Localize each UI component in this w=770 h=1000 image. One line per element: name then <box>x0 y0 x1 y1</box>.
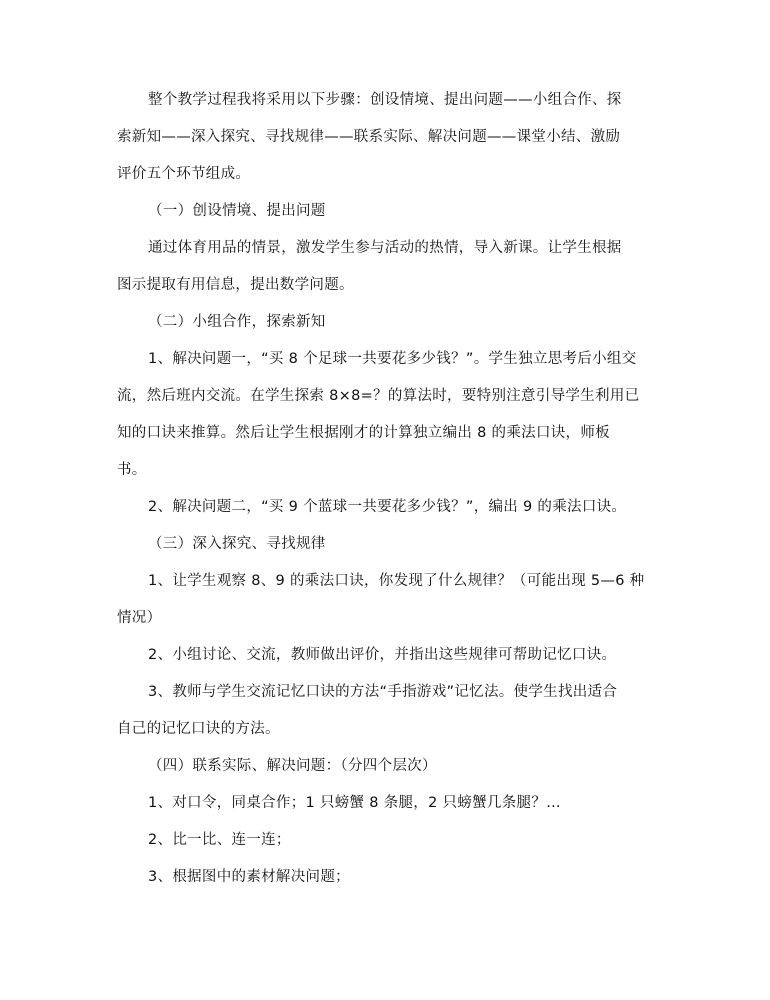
section-heading-4: （四）联系实际、解决问题：（分四个层次） <box>148 758 437 774</box>
section-heading-2: （二）小组合作，探索新知 <box>148 314 326 330</box>
paragraph-8-line-1: 2、比一比、连一连； <box>148 832 291 848</box>
paragraph-2-line-1: 1、解决问题一，“买 8 个足球一共要花多少钱？”。学生独立思考后小组交 <box>148 351 637 367</box>
paragraph-9-line-1: 3、根据图中的素材解决问题； <box>148 869 350 885</box>
paragraph-6-line-1: 3、教师与学生交流记忆口诀的方法“手指游戏”记忆法。使学生找出适合 <box>148 684 618 700</box>
paragraph-6-line-2: 自己的记忆口诀的方法。 <box>117 721 280 737</box>
paragraph-4-line-1: 1、让学生观察 8、9 的乘法口诀，你发现了什么规律？（可能出现 5—6 种 <box>148 573 645 589</box>
section-heading-1: （一）创设情境、提出问题 <box>148 203 326 219</box>
section-heading-3: （三）深入探究、寻找规律 <box>148 536 326 552</box>
paragraph-2-line-2: 流，然后班内交流。在学生探索 8×8=？的算法时，要特别注意引导学生利用已 <box>117 388 640 404</box>
paragraph-1-line-1: 通过体育用品的情景，激发学生参与活动的热情，导入新课。让学生根据 <box>148 240 622 256</box>
paragraph-intro-line-3: 评价五个环节组成。 <box>117 166 251 182</box>
paragraph-3-line-1: 2、解决问题二，“买 9 个蓝球一共要花多少钱？”，编出 9 的乘法口诀。 <box>148 499 627 515</box>
paragraph-4-line-2: 情况） <box>117 610 162 626</box>
paragraph-2-line-3: 知的口诀来推算。然后让学生根据刚才的计算独立编出 8 的乘法口诀，师板 <box>117 425 610 441</box>
paragraph-5-line-1: 2、小组讨论、交流，教师做出评价，并指出这些规律可帮助记忆口诀。 <box>148 647 617 663</box>
paragraph-1-line-2: 图示提取有用信息，提出数学问题。 <box>117 277 354 293</box>
paragraph-2-line-4: 书。 <box>117 462 147 478</box>
paragraph-intro-line-2: 索新知——深入探究、寻找规律——联系实际、解决问题——课堂小结、激励 <box>117 129 621 145</box>
paragraph-7-line-1: 1、对口令，同桌合作；1 只螃蟹 8 条腿，2 只螃蟹几条腿？… <box>148 795 561 811</box>
paragraph-intro-line-1: 整个教学过程我将采用以下步骤：创设情境、提出问题——小组合作、探 <box>148 92 622 108</box>
